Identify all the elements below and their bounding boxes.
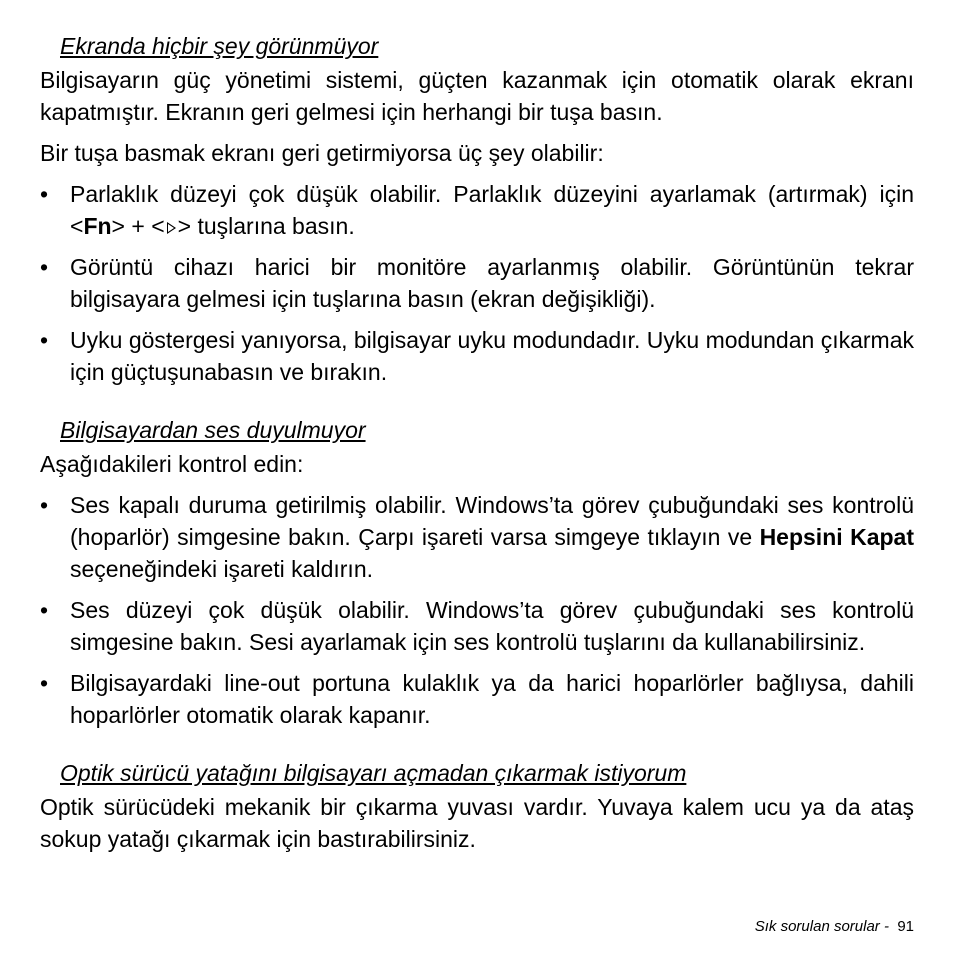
document-page xyxy=(40,30,914,864)
external-monitor-text: Görüntü cihazı harici bir monitöre ayarlanmış olabilir. Görüntünün tekrar bilgisayara gelmesi için tuşlarına basın (ekran değişikliği). xyxy=(70,254,914,312)
brightness-text-after: > tuşlarına basın. xyxy=(177,213,355,239)
bullet-mark: • xyxy=(40,181,49,207)
volume-low-text: Ses düzeyi çok düşük olabilir. Windows’ta görev çubuğundaki ses kontrolü simgesine bakın. Sesi ayarlamak için ses kontrolü tuşlarını da kullanabilirsiniz. xyxy=(70,597,914,655)
list-item-brightness xyxy=(40,178,914,242)
list-item-volume-low xyxy=(40,594,914,658)
list-item-muted xyxy=(40,489,914,585)
fn-key: Fn xyxy=(83,213,112,239)
bullet-mark: • xyxy=(40,670,49,696)
bullet-list-display xyxy=(40,178,914,388)
bullet-mark: • xyxy=(40,327,49,353)
bullet-list-sound xyxy=(40,489,914,731)
list-item-sleep-mode xyxy=(40,324,914,388)
paragraph-three-causes: Bir tuşa basmak ekranı geri getirmiyorsa üç şey olabilir: xyxy=(40,140,604,166)
bullet-mark: • xyxy=(40,492,49,518)
right-triangle-icon xyxy=(167,222,176,234)
page-number: 91 xyxy=(897,918,914,935)
list-item-line-out xyxy=(40,667,914,731)
brightness-text-middle: > + < xyxy=(111,213,165,239)
paragraph-eject-hole: Optik sürücüdeki mekanik bir çıkarma yuvası vardır. Yuvaya kalem ucu ya da ataş sokup yatağı çıkarmak için bastırabilirsiniz. xyxy=(40,794,914,852)
section-heading-no-display: Ekranda hiçbir şey görünmüyor xyxy=(60,33,379,59)
section-heading-optical-drive: Optik sürücü yatağını bilgisayarı açmadan çıkarmak istiyorum xyxy=(60,760,687,786)
muted-text-before: Ses kapalı duruma getirilmiş olabilir. Windows’ta görev çubuğundaki ses kontrolü (hoparlör) simgesine bakın. Çarpı işareti varsa simgeye tıklayın ve xyxy=(70,492,914,550)
list-item-external-monitor xyxy=(40,251,914,315)
bullet-mark: • xyxy=(40,254,49,280)
muted-text-after: seçeneğindeki işareti kaldırın. xyxy=(70,556,373,582)
sleep-mode-text: Uyku göstergesi yanıyorsa, bilgisayar uyku modundadır. Uyku modundan çıkarmak için güçtuşunabasın ve bırakın. xyxy=(70,327,914,385)
brightness-text-before: Parlaklık düzeyi çok düşük olabilir. Parlaklık düzeyini ayarlamak (artırmak) için < xyxy=(70,181,914,239)
paragraph-check-following: Aşağıdakileri kontrol edin: xyxy=(40,451,304,477)
page-footer xyxy=(755,918,914,936)
paragraph-power-management: Bilgisayarın güç yönetimi sistemi, güçten kazanmak için otomatik olarak ekranı kapatmıştır. Ekranın geri gelmesi için herhangi bir tuşa basın. xyxy=(40,67,914,125)
mute-all-label: Hepsini Kapat xyxy=(759,524,914,550)
section-heading-no-sound: Bilgisayardan ses duyulmuyor xyxy=(60,417,366,443)
line-out-text: Bilgisayardaki line-out portuna kulaklık ya da harici hoparlörler bağlıysa, dahili hoparlörler otomatik olarak kapanır. xyxy=(70,670,914,728)
footer-label: Sık sorulan sorular - xyxy=(754,918,889,935)
bullet-mark: • xyxy=(40,597,49,623)
